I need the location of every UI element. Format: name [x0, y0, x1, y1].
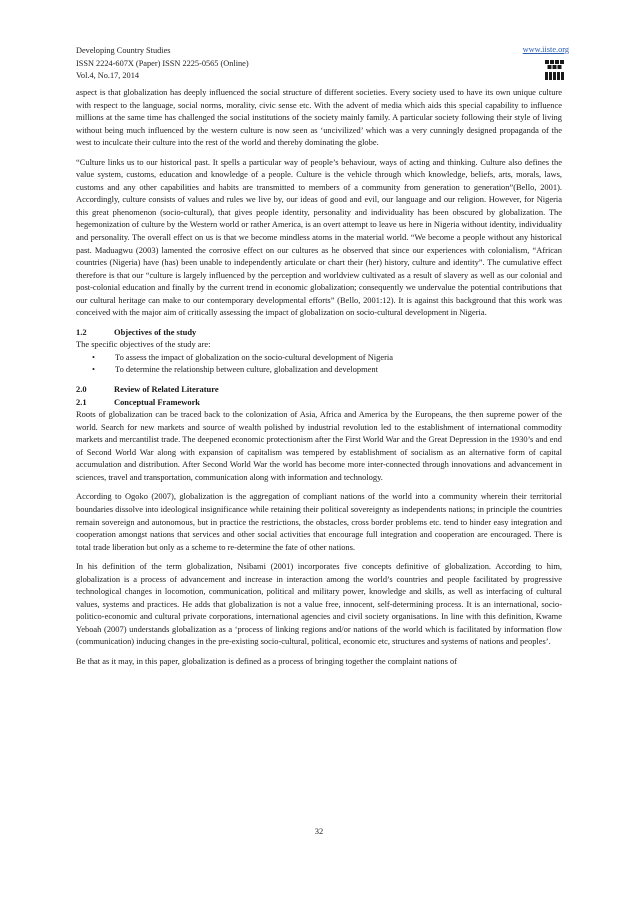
- bullet-icon: •: [92, 364, 95, 375]
- objectives-list: [76, 351, 562, 376]
- objectives-intro: The specific objectives of the study are:: [76, 339, 211, 350]
- paragraph-paper-definition: Be that as it may, in this paper, globalization is defined as a process of bringing together the complaint nations of: [76, 655, 458, 666]
- paragraph-culture-definition: “Culture links us to our historical past. It spells a particular way of people’s behaviour, ways of acting and thinking. Culture also defines the value system, customs, education and knowledge of a people. Culture is the vehicle through which knowledge, beliefs, arts, morals, laws, customs and any other capabilities and habits are transmitted to members of a community from generation to generation”(Bello, 2001). Accordingly, culture consists of values and rules we live by, our ideas of good and evil, our language and our religion. However, for Nigeria this great phenomenon (socio-cultural), that gives people identity, personality and individuality has been obscured by globalization. The hegemonization of culture by the Western world or rather America, is an overt attempt to leave us here in Nigeria without identity, individuality and personality. The overall effect on us is that we become mindless atoms in the material world. “We become a people without any historical past. Maduagwu (2003) lamented the corrosive effect on our cultures as he observed that since our experiences with colonialism, “African countries (Nigeria) have (has) been unable to independently articulate or chart their (her) history, culture and identity”. The cumulative effect therefore is that our “culture is largely influenced by the perception and worldview cultivated as a result of slavery as well as our colonial and post-colonial education and finally by the current trend in economic globalization; consequently we undervalue the potential contributions that our cultural heritage can make to our contemporary developmental efforts” (Bello, 2001:12). It is against this background that this work was conceived with the major aim of critically assessing the impact of globalization on socio-cultural development in Nigeria.: [76, 156, 562, 318]
- bullet-icon: •: [92, 351, 95, 362]
- section-number: 2.0: [76, 384, 87, 395]
- section-title: Objectives of the study: [114, 326, 197, 337]
- section-heading-objectives: [76, 326, 562, 339]
- section-heading-framework: [76, 396, 562, 409]
- paragraph-culture-influence: aspect is that globalization has deeply influenced the social structure of different societies. Every society used to have its own unique culture with respect to the language, social norms, morality, civic sense etc. With the advent of media which aids this special capability to influence millions at the same time has challenged the social institutions of the society mainly family. A particular society following their style of living without being much influenced by the western culture is now seen as ‘uncivilized’ which was a very cunningly designed propaganda of the west to inculcate their culture into the rest of the world and thereby dominating the globe.: [76, 87, 562, 148]
- list-item: [76, 351, 562, 364]
- main-content: [76, 86, 562, 675]
- paragraph-ogoko-definition: According to Ogoko (2007), globalization is the aggregation of compliant nations of the world into a community wherein their territorial boundaries dissolve into ideological insignificance while retaining their political sovereignty as independents nations; in principle the countries remain sovereign and autonomous, but in practice the restrictions, the obstacles, cross border problems etc. tend to hinder easy integration and cooperation amongst nations that services and other social activities that encourage full integration and cooperation are encouraged. There is total trade liberation but only as a scheme to re-determine the fate of other nations.: [76, 491, 562, 552]
- list-item: [76, 363, 562, 376]
- journal-header: [76, 45, 249, 83]
- section-number: 1.2: [76, 326, 87, 337]
- paragraph-nsibami-definition: In his definition of the term globalization, Nsibami (2001) incorporates five concepts definitive of globalization. According to him, globalization is a process of advancement and increase in interaction among the world’s countries and people facilitated by progressive technological changes in locomotion, communication, political and military power, knowledge and skills, as well as interfacing of cultural values, systems and practices. He adds that globalization is not a value free, innocent, self-determining process. It is an international, socio-politico-economic and cultural private corporations, international agencies and civil society organisations. In line with this definition, Kwame Yeboah (2007) understands globalization as a ‘process of linking regions and/or nations of the world which is facilitated by information flow (communication) inducing changes in the pre-existing socio-cultural, political, economic etc, structures and systems of nations and peoples’.: [76, 561, 562, 647]
- list-item-text: To determine the relationship between culture, globalization and development: [115, 364, 378, 375]
- section-heading-literature: [76, 383, 562, 396]
- page-number: 32: [314, 826, 324, 836]
- journal-issn: ISSN 2224-607X (Paper) ISSN 2225-0565 (Online): [76, 58, 249, 68]
- list-item-text: To assess the impact of globalization on the socio-cultural development of Nigeria: [115, 351, 393, 362]
- section-number: 2.1: [76, 396, 87, 407]
- paragraph-globalization-roots: Roots of globalization can be traced back to the colonization of Asia, Africa and America by the Europeans, the then supreme power of the world. Search for new markets and source of wealth polished by industrial revolution led to the establishment of international commodity markets and mercantilist trade. The deepened economic protectionism after the First World War and the Great Depression in the 1930’s and end of Second World War along with expansion of capitalism was tempered by establishment of socialism as an alternative form of capital accumulation and distribution. After Second World War the world has become more inter-connected through innovations and advancement in sciences, travel and transportation, communication along with information and technology.: [76, 409, 562, 482]
- section-title: Conceptual Framework: [114, 396, 201, 407]
- iiste-logo: [544, 59, 566, 81]
- website-link[interactable]: www.iiste.org: [522, 45, 569, 54]
- journal-title: Developing Country Studies: [76, 46, 171, 55]
- section-title: Review of Related Literature: [114, 384, 219, 395]
- journal-volume: Vol.4, No.17, 2014: [76, 71, 139, 81]
